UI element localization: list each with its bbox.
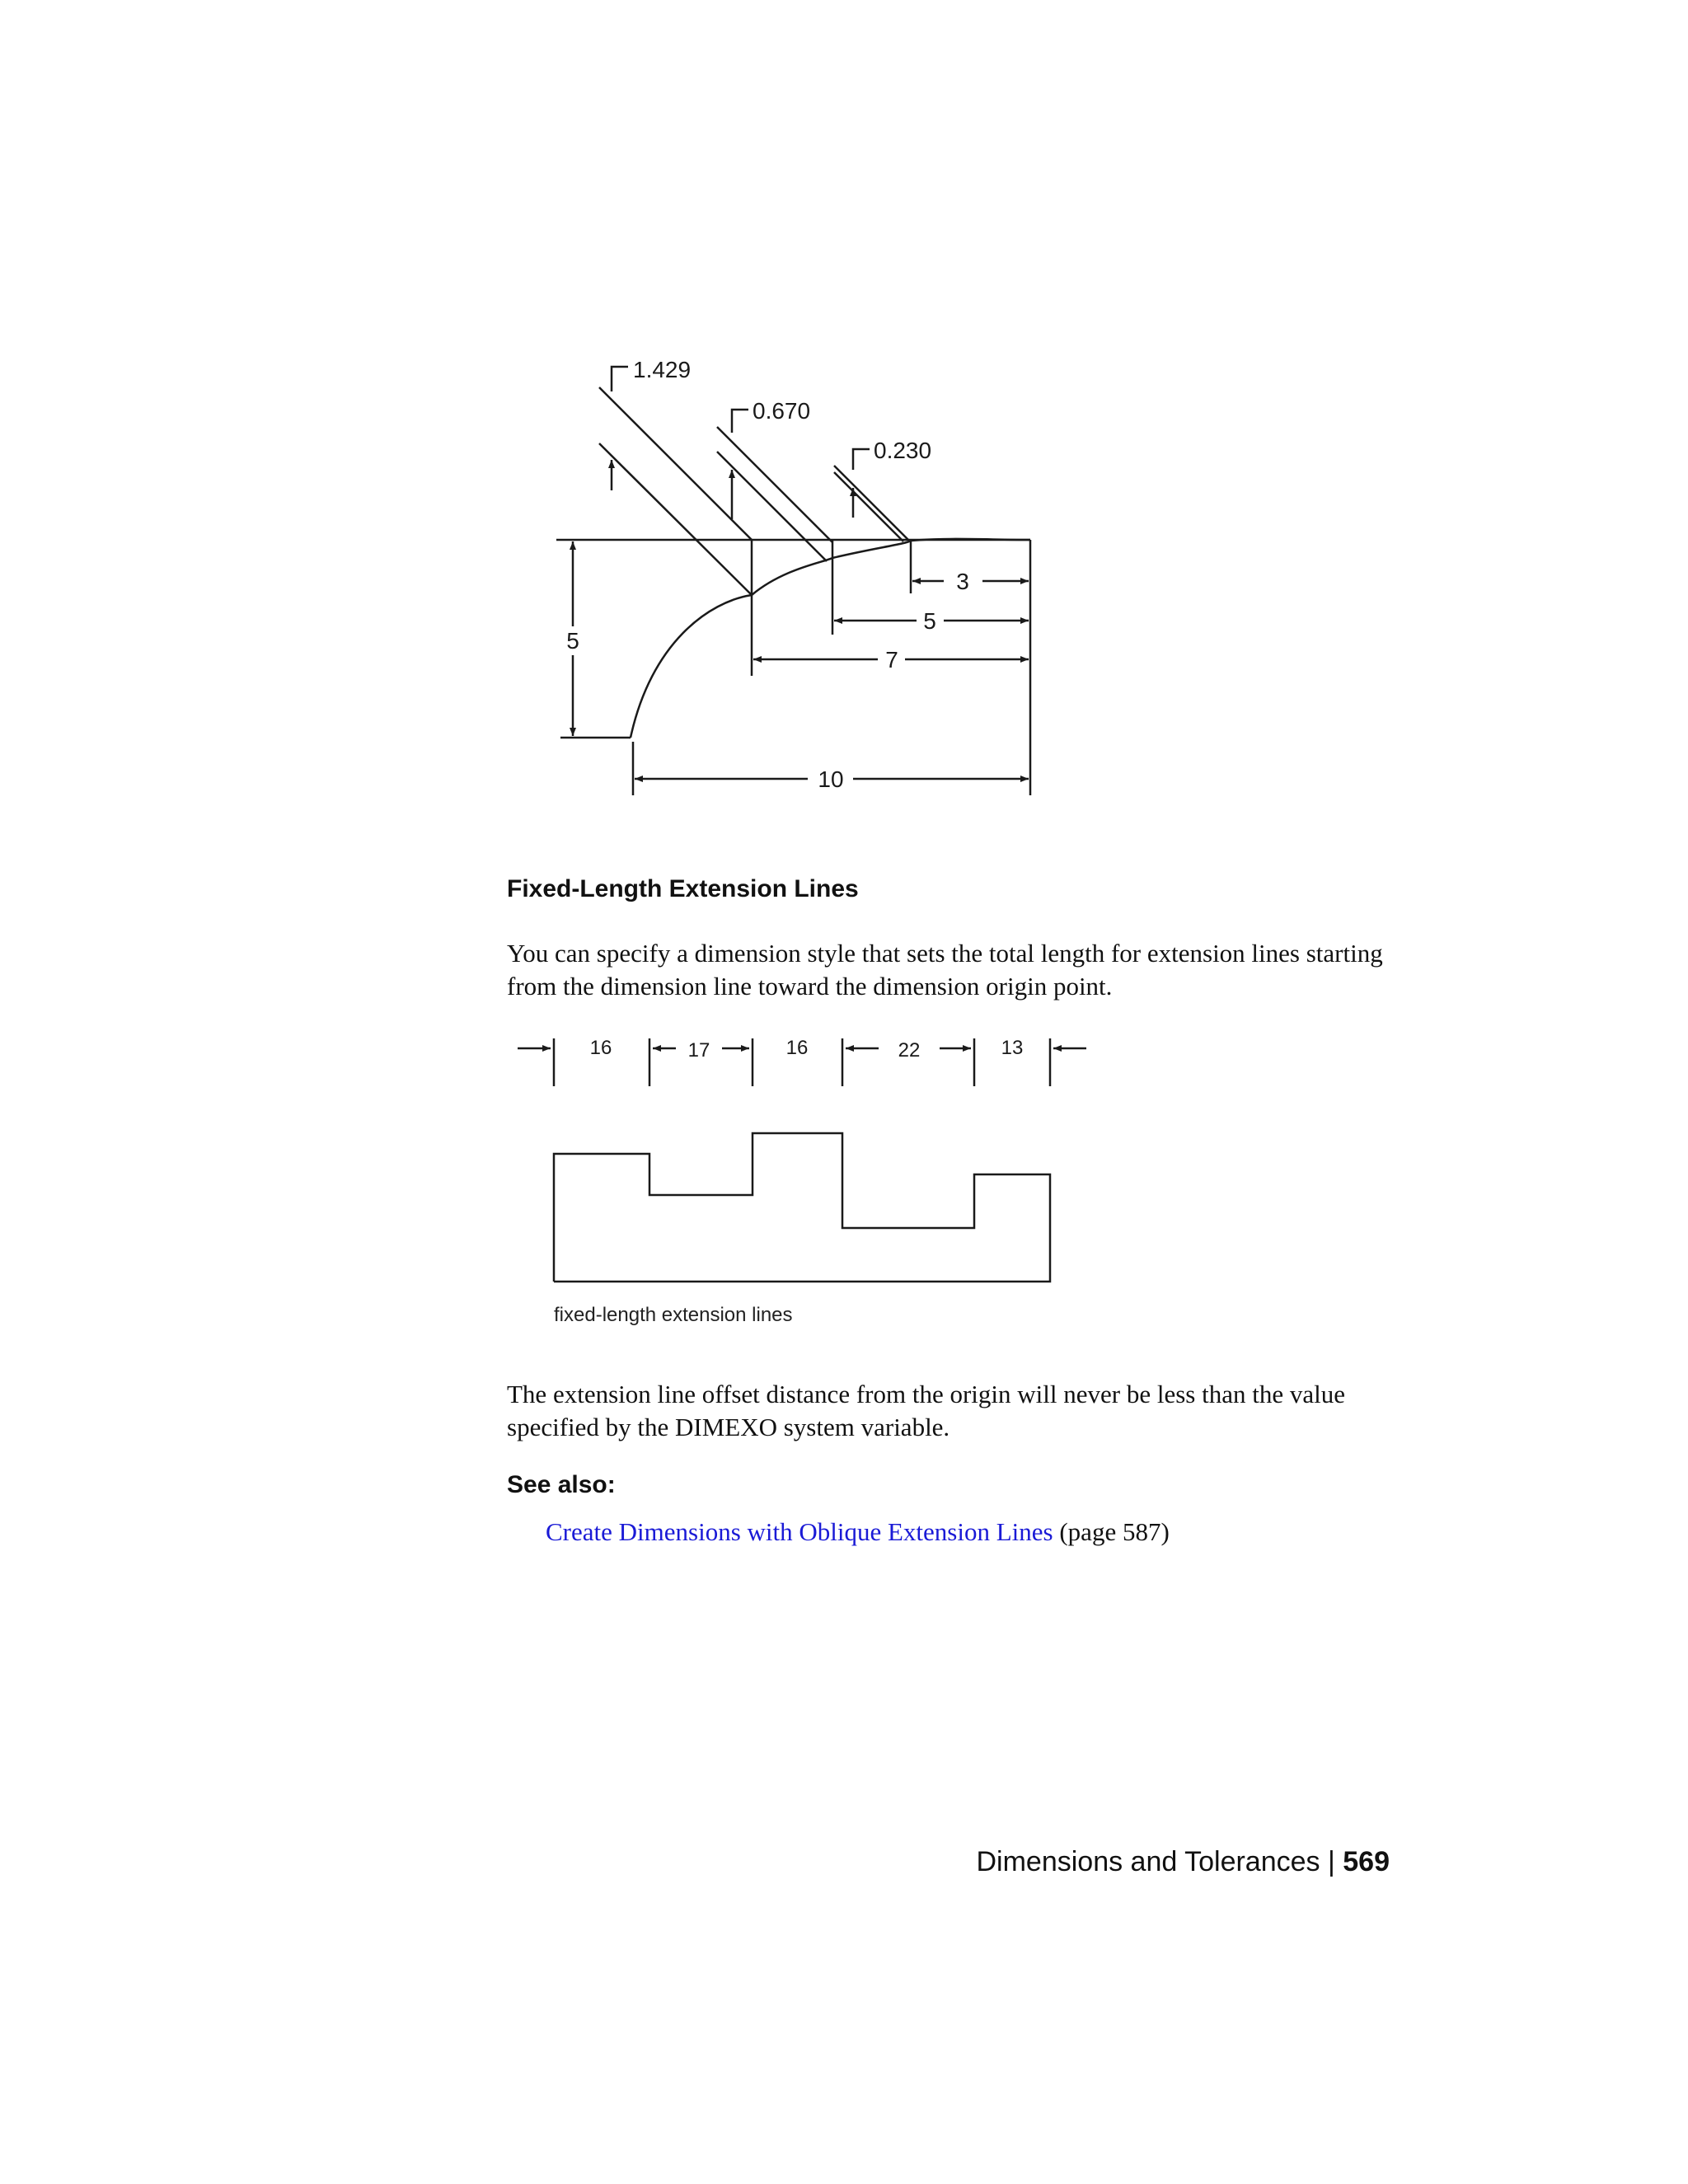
dimension-label: 17 — [687, 1039, 710, 1062]
oblique-label: 1.429 — [633, 357, 692, 382]
note-paragraph: The extension line offset distance from the origin will never be less than the value specified by the DIMEXO system variable. — [507, 1380, 1345, 1441]
dimension-label: 7 — [885, 647, 898, 673]
page-number: 569 — [1343, 1846, 1390, 1877]
intro-paragraph: You can specify a dimension style that sets the total length for extension lines starting from the dimension line toward the dimension origin point. — [507, 939, 1383, 1001]
section-heading: Fixed-Length Extension Lines — [507, 875, 859, 902]
oblique-label: 0.230 — [874, 438, 932, 463]
oblique-extension-lines-link[interactable]: Create Dimensions with Oblique Extension Lines — [546, 1517, 1053, 1546]
dimension-label: 3 — [956, 569, 969, 594]
page-footer — [976, 1846, 1390, 1878]
figure-caption: fixed-length extension lines — [554, 1304, 793, 1326]
see-also-label: See also: — [507, 1471, 616, 1498]
dimension-label: 22 — [898, 1039, 921, 1062]
dimension-label: 10 — [818, 766, 844, 792]
dimension-label: 13 — [1001, 1037, 1024, 1059]
dimension-label: 5 — [923, 608, 936, 634]
dimension-label: 16 — [589, 1037, 612, 1059]
dimension-label: 5 — [566, 628, 579, 654]
footer-section: Dimensions and Tolerances | — [976, 1846, 1335, 1877]
stepped-profile — [554, 1133, 1050, 1282]
oblique-label: 0.670 — [753, 398, 811, 424]
see-also-entry — [546, 1517, 1170, 1547]
page-reference: (page 587) — [1059, 1517, 1170, 1546]
dimension-label: 16 — [785, 1037, 809, 1059]
